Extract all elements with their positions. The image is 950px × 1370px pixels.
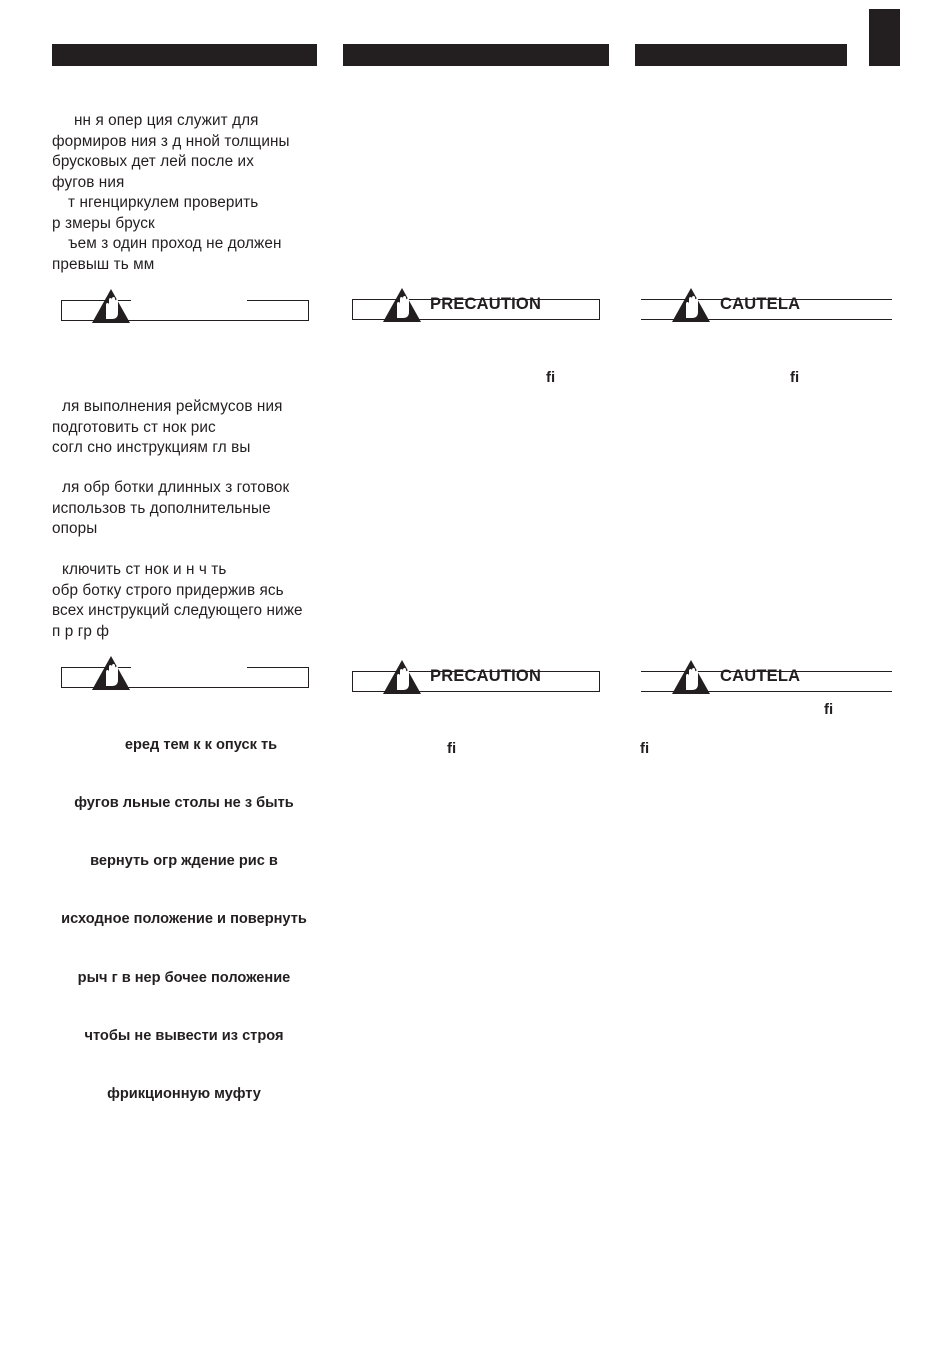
text-line: ъем з один проход не должен xyxy=(68,235,282,252)
text-line: п р гр ф xyxy=(52,622,110,640)
text-line: еред тем к к опуск ть xyxy=(124,736,278,753)
text-line: фугов ния xyxy=(52,173,125,191)
hand-stop-warning-icon xyxy=(382,659,422,695)
text-line: брусковых дет лей после их xyxy=(52,153,254,170)
hand-stop-warning-icon xyxy=(91,288,131,324)
text-line: фугов льные столы не з быть xyxy=(74,795,294,812)
section-header-bar-en xyxy=(343,44,609,66)
text-line: чтобы не вывести из строя xyxy=(84,1027,284,1044)
text-line: ключить ст нок и н ч ть xyxy=(62,561,227,578)
hand-stop-warning-icon xyxy=(91,655,131,691)
text-line: ля обр ботки длинных з готовок xyxy=(62,479,290,496)
ligature-fragment: fi xyxy=(447,740,457,757)
ligature-fragment: fi xyxy=(640,740,650,757)
text-line: исходное положение и повернуть xyxy=(61,911,307,928)
text-line: согл сно инструкциям гл вы xyxy=(52,439,251,456)
text-line: превыш ть мм xyxy=(52,255,155,273)
warning-label: CAUTELA xyxy=(720,295,801,313)
ru-paragraph-start-machine xyxy=(52,560,316,642)
ligature-fragment: fi xyxy=(546,369,556,386)
text-line: вернуть огр ждение рис в xyxy=(90,853,278,870)
hand-stop-warning-icon xyxy=(671,659,711,695)
en-warning-box-1 xyxy=(352,293,600,327)
text-line: формиров ния з д нной толщины xyxy=(52,132,290,150)
ru-warning-box-2 xyxy=(61,661,309,695)
warning-label: PRECAUTION xyxy=(430,295,542,313)
ru-warning-box-1 xyxy=(61,294,309,328)
ligature-fragment: fi xyxy=(790,369,800,386)
it-warning-box-2 xyxy=(641,665,892,699)
text-line: нн я опер ция служит для xyxy=(74,112,259,129)
warning-label: CAUTELA xyxy=(720,667,801,685)
en-warning-box-2 xyxy=(352,665,600,699)
ru-paragraph-thicknessing-intro xyxy=(52,111,316,275)
text-line: т нгенциркулем проверить xyxy=(68,194,259,211)
ru-paragraph-prepare-machine xyxy=(52,397,316,459)
text-line: ля выполнения рейсмусов ния xyxy=(62,398,283,415)
text-line: использов ть дополнительные xyxy=(52,499,271,517)
text-line: опоры xyxy=(52,520,98,537)
text-line: подготовить ст нок рис xyxy=(52,418,216,436)
section-header-bar-it xyxy=(635,44,847,66)
text-line: фрикционную муфту xyxy=(107,1086,261,1103)
text-line: рыч г в нер бочее положение xyxy=(77,969,291,986)
hand-stop-warning-icon xyxy=(671,287,711,323)
page-edge-tab xyxy=(869,9,900,66)
ligature-fragment: fi xyxy=(824,701,834,718)
text-line: всех инструкций следующего ниже xyxy=(52,602,303,619)
it-warning-box-1 xyxy=(641,293,892,327)
warning-label: PRECAUTION xyxy=(430,667,542,685)
hand-stop-warning-icon xyxy=(382,287,422,323)
text-line: р змеры бруск xyxy=(52,214,155,232)
section-header-bar-ru xyxy=(52,44,317,66)
ru-paragraph-long-workpieces xyxy=(52,478,316,540)
text-line: обр ботку строго придержив ясь xyxy=(52,581,284,599)
ru-warning-text xyxy=(52,697,316,1124)
